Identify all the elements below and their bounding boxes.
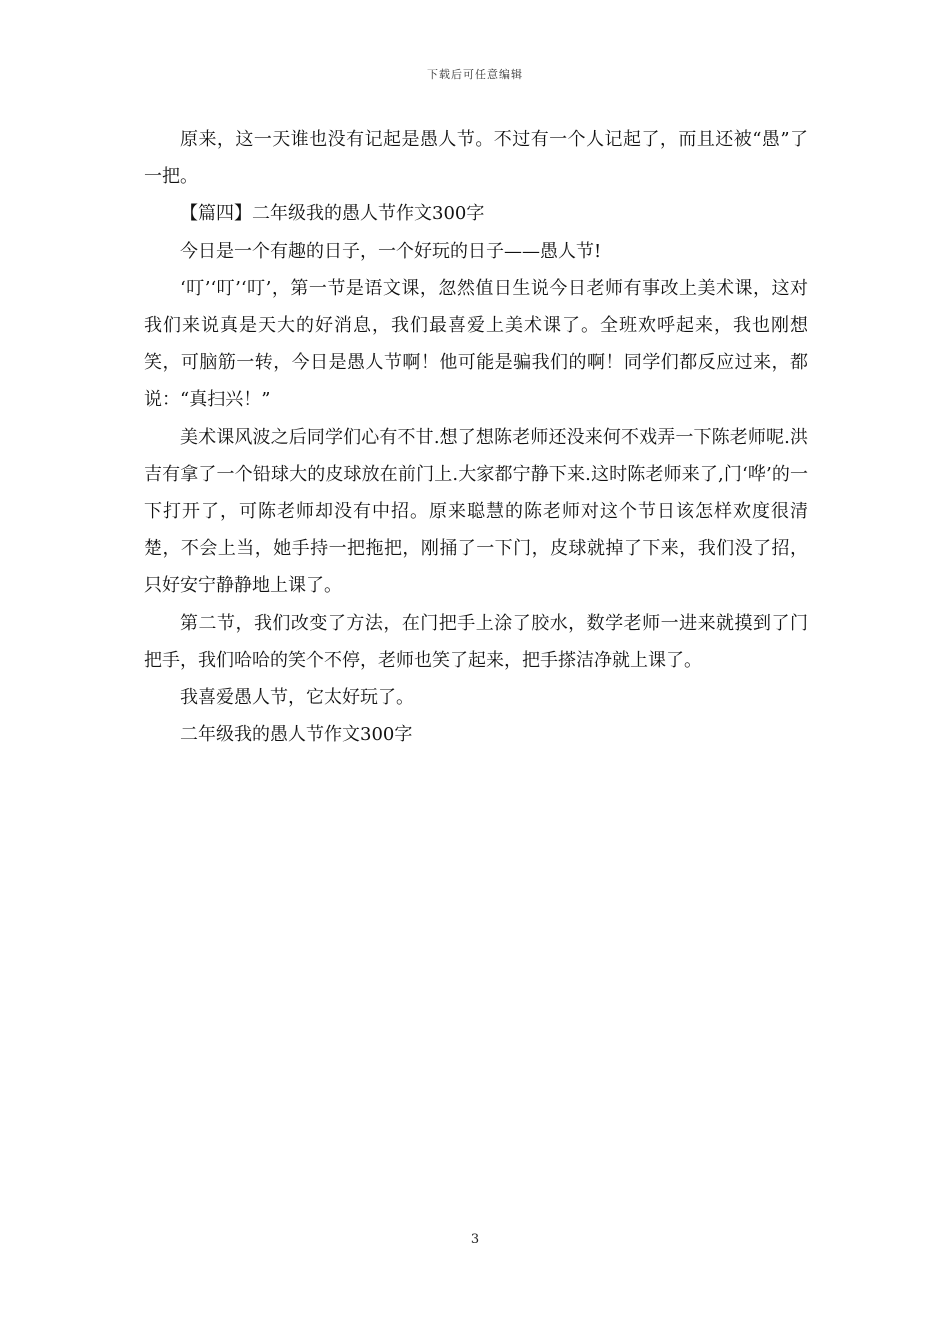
- paragraph-3: ‘叮’‘叮’‘叮’，第一节是语文课，忽然值日生说今日老师有事改上美术课，这对我们来说真是天大的好消息，我们最喜爱上美术课了。全班欢呼起来，我也刚想笑，可脑筋一转，今日是愚人节啊！他可能是骗我们的啊！同学们都反应过来，都说：“真扫兴！”: [144, 277, 808, 411]
- paragraph-6: 我喜爱愚人节，它太好玩了。: [180, 687, 414, 709]
- paragraph-2: 今日是一个有趣的日子，一个好玩的日子——愚人节!: [180, 240, 602, 262]
- section-heading: 【篇四】二年级我的愚人节作文300字: [180, 203, 485, 225]
- paragraph-4: 美术课风波之后同学们心有不甘.想了想陈老师还没来何不戏弄一下陈老师呢.洪吉有拿了一个铅球大的皮球放在前门上.大家都宁静下来.这时陈老师来了,门‘哗’的一下打开了，可陈老师却没有中招。原来聪慧的陈老师对这个节日该怎样欢度很清楚，不会上当，她手持一把拖把，刚捅了一下门，皮球就掉了下来，我们没了招，只好安宁静静地上课了。: [144, 426, 808, 597]
- page-number: 3: [470, 1232, 480, 1247]
- page-header: 下载后可任意编辑: [427, 68, 523, 81]
- paragraph-1: 原来，这一天谁也没有记起是愚人节。不过有一个人记起了，而且还被“愚”了一把。: [144, 129, 808, 188]
- closing-title: 二年级我的愚人节作文300字: [180, 724, 413, 746]
- document-body: [144, 121, 808, 753]
- paragraph-5: 第二节，我们改变了方法，在门把手上涂了胶水，数学老师一进来就摸到了门把手，我们哈哈的笑个不停，老师也笑了起来，把手搽洁净就上课了。: [144, 612, 808, 671]
